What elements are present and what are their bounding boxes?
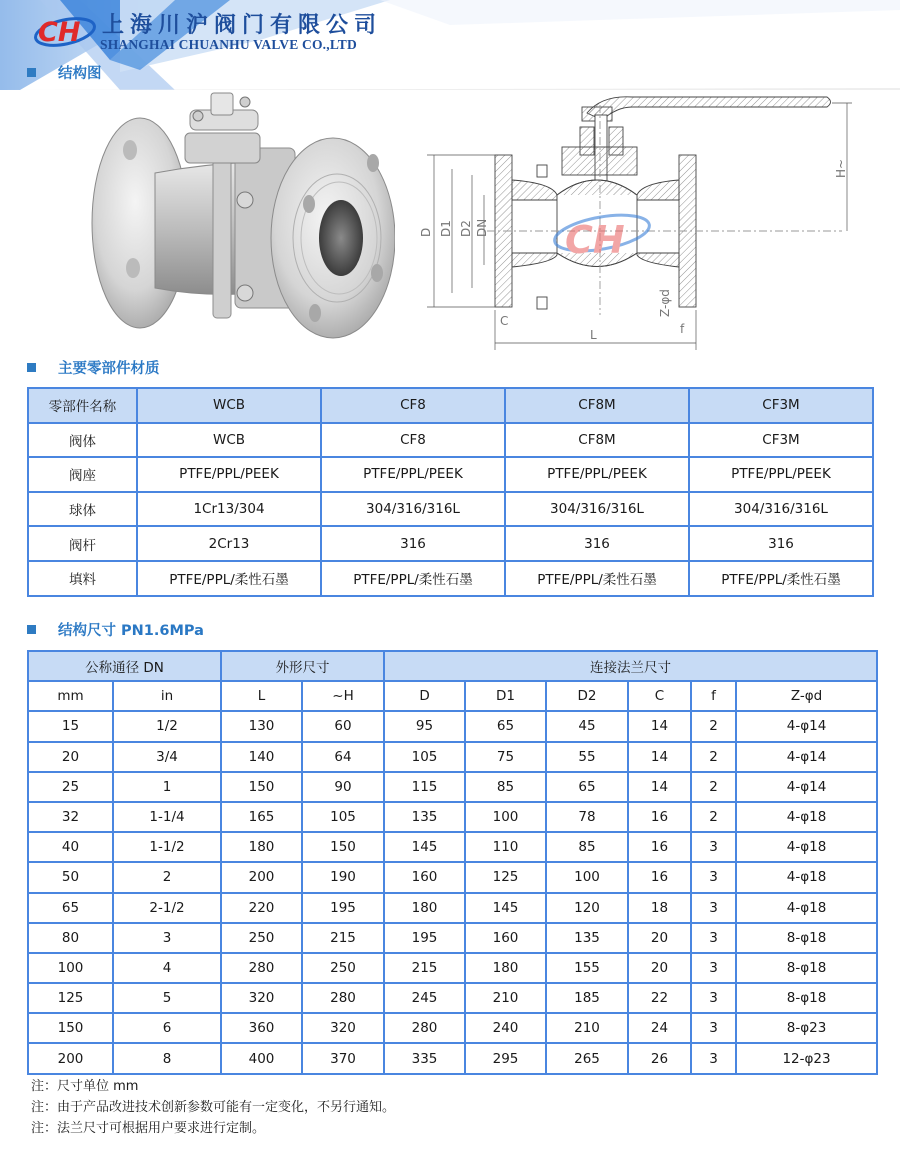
table-cell: 4-φ18 bbox=[736, 893, 877, 923]
table-cell: 2 bbox=[691, 772, 736, 802]
table-cell: 3 bbox=[691, 832, 736, 862]
table-cell: 78 bbox=[546, 802, 628, 832]
dimensions-table bbox=[27, 650, 878, 1075]
table-cell: 8-φ18 bbox=[736, 923, 877, 953]
table-row bbox=[28, 923, 877, 953]
table-cell: 130 bbox=[221, 711, 302, 741]
table-cell: 250 bbox=[302, 953, 384, 983]
table-cell: 195 bbox=[302, 893, 384, 923]
table-cell: 60 bbox=[302, 711, 384, 741]
dimensions-table-body bbox=[28, 711, 877, 1073]
table-cell: 阀座 bbox=[28, 457, 137, 492]
table-cell: 240 bbox=[465, 1013, 546, 1043]
table-cell: 195 bbox=[384, 923, 465, 953]
table-row bbox=[28, 561, 873, 596]
svg-text:D: D bbox=[419, 227, 433, 237]
table-cell: 105 bbox=[384, 742, 465, 772]
table-cell: 2 bbox=[113, 862, 221, 892]
table-cell: 25 bbox=[28, 772, 113, 802]
note-line: 注：尺寸单位 mm bbox=[31, 1079, 139, 1094]
table-cell: 155 bbox=[546, 953, 628, 983]
table-cell: 3 bbox=[113, 923, 221, 953]
table-cell: 3 bbox=[691, 893, 736, 923]
table-cell: 3 bbox=[691, 983, 736, 1013]
svg-text:Z-φd: Z-φd bbox=[658, 289, 672, 317]
table-cell: 304/316/316L bbox=[321, 492, 505, 527]
table-cell: 215 bbox=[384, 953, 465, 983]
table-cell: 1/2 bbox=[113, 711, 221, 741]
section-dimensions-title: 结构尺寸 PN1.6MPa bbox=[27, 619, 204, 640]
table-cell: 50 bbox=[28, 862, 113, 892]
table-cell: 180 bbox=[221, 832, 302, 862]
table-cell: 5 bbox=[113, 983, 221, 1013]
table-row bbox=[28, 492, 873, 527]
table-cell: 阀杆 bbox=[28, 526, 137, 561]
subheader-cell: D bbox=[384, 681, 465, 711]
table-cell: 1-1/2 bbox=[113, 832, 221, 862]
table-cell: 阀体 bbox=[28, 423, 137, 458]
table-cell: WCB bbox=[137, 423, 321, 458]
header-cell: CF3M bbox=[689, 388, 873, 423]
table-cell: 95 bbox=[384, 711, 465, 741]
table-cell: 球体 bbox=[28, 492, 137, 527]
header-cell: WCB bbox=[137, 388, 321, 423]
table-cell: 16 bbox=[628, 832, 691, 862]
table-cell: 180 bbox=[384, 893, 465, 923]
table-cell: 1Cr13/304 bbox=[137, 492, 321, 527]
table-row bbox=[28, 802, 877, 832]
table-cell: 320 bbox=[302, 1013, 384, 1043]
subheader-cell: C bbox=[628, 681, 691, 711]
table-cell: 32 bbox=[28, 802, 113, 832]
table-cell: 304/316/316L bbox=[505, 492, 689, 527]
table-cell: PTFE/PPL/PEEK bbox=[505, 457, 689, 492]
table-cell: 316 bbox=[321, 526, 505, 561]
subheader-cell: in bbox=[113, 681, 221, 711]
table-cell: PTFE/PPL/柔性石墨 bbox=[137, 561, 321, 596]
table-cell: 4-φ18 bbox=[736, 802, 877, 832]
table-row bbox=[28, 953, 877, 983]
svg-text:D1: D1 bbox=[439, 220, 453, 237]
svg-text:f: f bbox=[680, 322, 685, 336]
table-cell: PTFE/PPL/PEEK bbox=[689, 457, 873, 492]
table-cell: 3 bbox=[691, 923, 736, 953]
table-cell: 6 bbox=[113, 1013, 221, 1043]
table-cell: 75 bbox=[465, 742, 546, 772]
table-cell: 160 bbox=[465, 923, 546, 953]
table-cell: 190 bbox=[302, 862, 384, 892]
table-cell: 265 bbox=[546, 1043, 628, 1073]
table-cell: 360 bbox=[221, 1013, 302, 1043]
table-cell: 65 bbox=[465, 711, 546, 741]
table-row bbox=[28, 832, 877, 862]
table-cell: 220 bbox=[221, 893, 302, 923]
table-cell: 1 bbox=[113, 772, 221, 802]
table-cell: 245 bbox=[384, 983, 465, 1013]
company-name-cn: 上海川沪阀门有限公司 bbox=[102, 12, 383, 38]
table-cell: 80 bbox=[28, 923, 113, 953]
svg-text:CH: CH bbox=[565, 218, 625, 262]
table-cell: 4-φ14 bbox=[736, 772, 877, 802]
subheader-cell: ~H bbox=[302, 681, 384, 711]
table-cell: 18 bbox=[628, 893, 691, 923]
table-cell: PTFE/PPL/PEEK bbox=[321, 457, 505, 492]
table-cell: 85 bbox=[465, 772, 546, 802]
table-cell: 100 bbox=[28, 953, 113, 983]
table-cell: PTFE/PPL/PEEK bbox=[137, 457, 321, 492]
section-structure-title: 结构图 bbox=[27, 62, 102, 83]
bullet-square-icon bbox=[27, 68, 36, 77]
table-cell: 100 bbox=[465, 802, 546, 832]
table-cell: 20 bbox=[628, 953, 691, 983]
header-cell: 零部件名称 bbox=[28, 388, 137, 423]
table-cell: 280 bbox=[384, 1013, 465, 1043]
table-cell: 2Cr13 bbox=[137, 526, 321, 561]
subheader-cell: L bbox=[221, 681, 302, 711]
header-cell: 连接法兰尺寸 bbox=[384, 651, 877, 681]
table-row bbox=[28, 1043, 877, 1073]
table-cell: 135 bbox=[546, 923, 628, 953]
svg-text:DN: DN bbox=[475, 218, 489, 237]
svg-text:L: L bbox=[590, 328, 597, 342]
table-header-row bbox=[28, 388, 873, 423]
table-cell: 填料 bbox=[28, 561, 137, 596]
table-cell: 200 bbox=[221, 862, 302, 892]
table-cell: 90 bbox=[302, 772, 384, 802]
header-banner bbox=[0, 0, 900, 90]
table-cell: PTFE/PPL/柔性石墨 bbox=[505, 561, 689, 596]
table-cell: 4-φ14 bbox=[736, 742, 877, 772]
table-cell: 115 bbox=[384, 772, 465, 802]
header-cell: CF8M bbox=[505, 388, 689, 423]
table-row bbox=[28, 457, 873, 492]
table-cell: PTFE/PPL/柔性石墨 bbox=[321, 561, 505, 596]
table-cell: 14 bbox=[628, 742, 691, 772]
table-cell: 45 bbox=[546, 711, 628, 741]
table-cell: PTFE/PPL/柔性石墨 bbox=[689, 561, 873, 596]
table-cell: 150 bbox=[221, 772, 302, 802]
table-cell: 12-φ23 bbox=[736, 1043, 877, 1073]
table-cell: 55 bbox=[546, 742, 628, 772]
table-cell: 150 bbox=[302, 832, 384, 862]
table-cell: 2 bbox=[691, 742, 736, 772]
table-cell: 120 bbox=[546, 893, 628, 923]
header-cell: 外形尺寸 bbox=[221, 651, 384, 681]
table-cell: 400 bbox=[221, 1043, 302, 1073]
table-cell: CF8M bbox=[505, 423, 689, 458]
table-cell: 26 bbox=[628, 1043, 691, 1073]
table-cell: 210 bbox=[546, 1013, 628, 1043]
table-cell: 8 bbox=[113, 1043, 221, 1073]
table-row bbox=[28, 742, 877, 772]
table-cell: 335 bbox=[384, 1043, 465, 1073]
svg-text:C: C bbox=[500, 314, 509, 328]
table-cell: 65 bbox=[28, 893, 113, 923]
valve-cross-section-drawing bbox=[412, 85, 872, 355]
table-cell: CF8 bbox=[321, 423, 505, 458]
table-cell: 150 bbox=[28, 1013, 113, 1043]
table-cell: 14 bbox=[628, 711, 691, 741]
table-cell: 304/316/316L bbox=[689, 492, 873, 527]
table-cell: 125 bbox=[28, 983, 113, 1013]
table-cell: 140 bbox=[221, 742, 302, 772]
table-cell: 280 bbox=[302, 983, 384, 1013]
note-line: 注：法兰尺寸可根据用户要求进行定制。 bbox=[31, 1121, 266, 1136]
table-cell: 2-1/2 bbox=[113, 893, 221, 923]
table-cell: 8-φ18 bbox=[736, 983, 877, 1013]
table-row bbox=[28, 1013, 877, 1043]
table-cell: 3 bbox=[691, 1013, 736, 1043]
table-cell: 85 bbox=[546, 832, 628, 862]
table-cell: 4 bbox=[113, 953, 221, 983]
subheader-cell: mm bbox=[28, 681, 113, 711]
table-subheader-row bbox=[28, 681, 877, 711]
table-row bbox=[28, 711, 877, 741]
subheader-cell: D1 bbox=[465, 681, 546, 711]
header-cell: CF8 bbox=[321, 388, 505, 423]
subheader-cell: Z-φd bbox=[736, 681, 877, 711]
table-cell: 105 bbox=[302, 802, 384, 832]
table-cell: 370 bbox=[302, 1043, 384, 1073]
notes bbox=[31, 1076, 395, 1139]
table-cell: 185 bbox=[546, 983, 628, 1013]
table-cell: 22 bbox=[628, 983, 691, 1013]
table-cell: 3 bbox=[691, 862, 736, 892]
table-cell: 1-1/4 bbox=[113, 802, 221, 832]
table-cell: 4-φ18 bbox=[736, 832, 877, 862]
table-cell: 250 bbox=[221, 923, 302, 953]
table-row bbox=[28, 772, 877, 802]
table-cell: 135 bbox=[384, 802, 465, 832]
svg-text:H~: H~ bbox=[834, 158, 848, 178]
company-name-en: SHANGHAI CHUANHU VALVE CO.,LTD bbox=[100, 37, 357, 52]
table-cell: 215 bbox=[302, 923, 384, 953]
table-row bbox=[28, 526, 873, 561]
table-group-header-row bbox=[28, 651, 877, 681]
subheader-cell: D2 bbox=[546, 681, 628, 711]
table-cell: 145 bbox=[384, 832, 465, 862]
company-logo bbox=[30, 10, 96, 50]
table-cell: 180 bbox=[465, 953, 546, 983]
table-cell: CF3M bbox=[689, 423, 873, 458]
table-row bbox=[28, 893, 877, 923]
table-cell: 15 bbox=[28, 711, 113, 741]
bullet-square-icon bbox=[27, 625, 36, 634]
table-cell: 280 bbox=[221, 953, 302, 983]
table-cell: 165 bbox=[221, 802, 302, 832]
header-cell: 公称通径 DN bbox=[28, 651, 221, 681]
table-cell: 295 bbox=[465, 1043, 546, 1073]
table-cell: 125 bbox=[465, 862, 546, 892]
table-row bbox=[28, 423, 873, 458]
table-cell: 2 bbox=[691, 802, 736, 832]
section-materials-title: 主要零部件材质 bbox=[27, 357, 160, 378]
table-cell: 3 bbox=[691, 1043, 736, 1073]
table-cell: 200 bbox=[28, 1043, 113, 1073]
table-cell: 160 bbox=[384, 862, 465, 892]
table-cell: 3 bbox=[691, 953, 736, 983]
table-cell: 316 bbox=[505, 526, 689, 561]
table-row bbox=[28, 862, 877, 892]
table-cell: 20 bbox=[28, 742, 113, 772]
svg-text:D2: D2 bbox=[459, 220, 473, 237]
table-cell: 64 bbox=[302, 742, 384, 772]
table-cell: 16 bbox=[628, 802, 691, 832]
table-cell: 65 bbox=[546, 772, 628, 802]
table-cell: 14 bbox=[628, 772, 691, 802]
table-cell: 316 bbox=[689, 526, 873, 561]
svg-text:CH: CH bbox=[38, 17, 81, 48]
table-cell: 4-φ14 bbox=[736, 711, 877, 741]
table-row bbox=[28, 983, 877, 1013]
table-cell: 320 bbox=[221, 983, 302, 1013]
materials-table bbox=[27, 387, 874, 597]
table-cell: 110 bbox=[465, 832, 546, 862]
table-cell: 8-φ23 bbox=[736, 1013, 877, 1043]
table-cell: 145 bbox=[465, 893, 546, 923]
table-cell: 100 bbox=[546, 862, 628, 892]
table-cell: 24 bbox=[628, 1013, 691, 1043]
bullet-square-icon bbox=[27, 363, 36, 372]
table-cell: 40 bbox=[28, 832, 113, 862]
table-cell: 4-φ18 bbox=[736, 862, 877, 892]
note-line: 注：由于产品改进技术创新参数可能有一定变化，不另行通知。 bbox=[31, 1100, 396, 1115]
table-cell: 8-φ18 bbox=[736, 953, 877, 983]
subheader-cell: f bbox=[691, 681, 736, 711]
table-cell: 20 bbox=[628, 923, 691, 953]
table-cell: 16 bbox=[628, 862, 691, 892]
table-cell: 210 bbox=[465, 983, 546, 1013]
table-cell: 2 bbox=[691, 711, 736, 741]
table-cell: 3/4 bbox=[113, 742, 221, 772]
valve-product-photo bbox=[85, 88, 395, 343]
